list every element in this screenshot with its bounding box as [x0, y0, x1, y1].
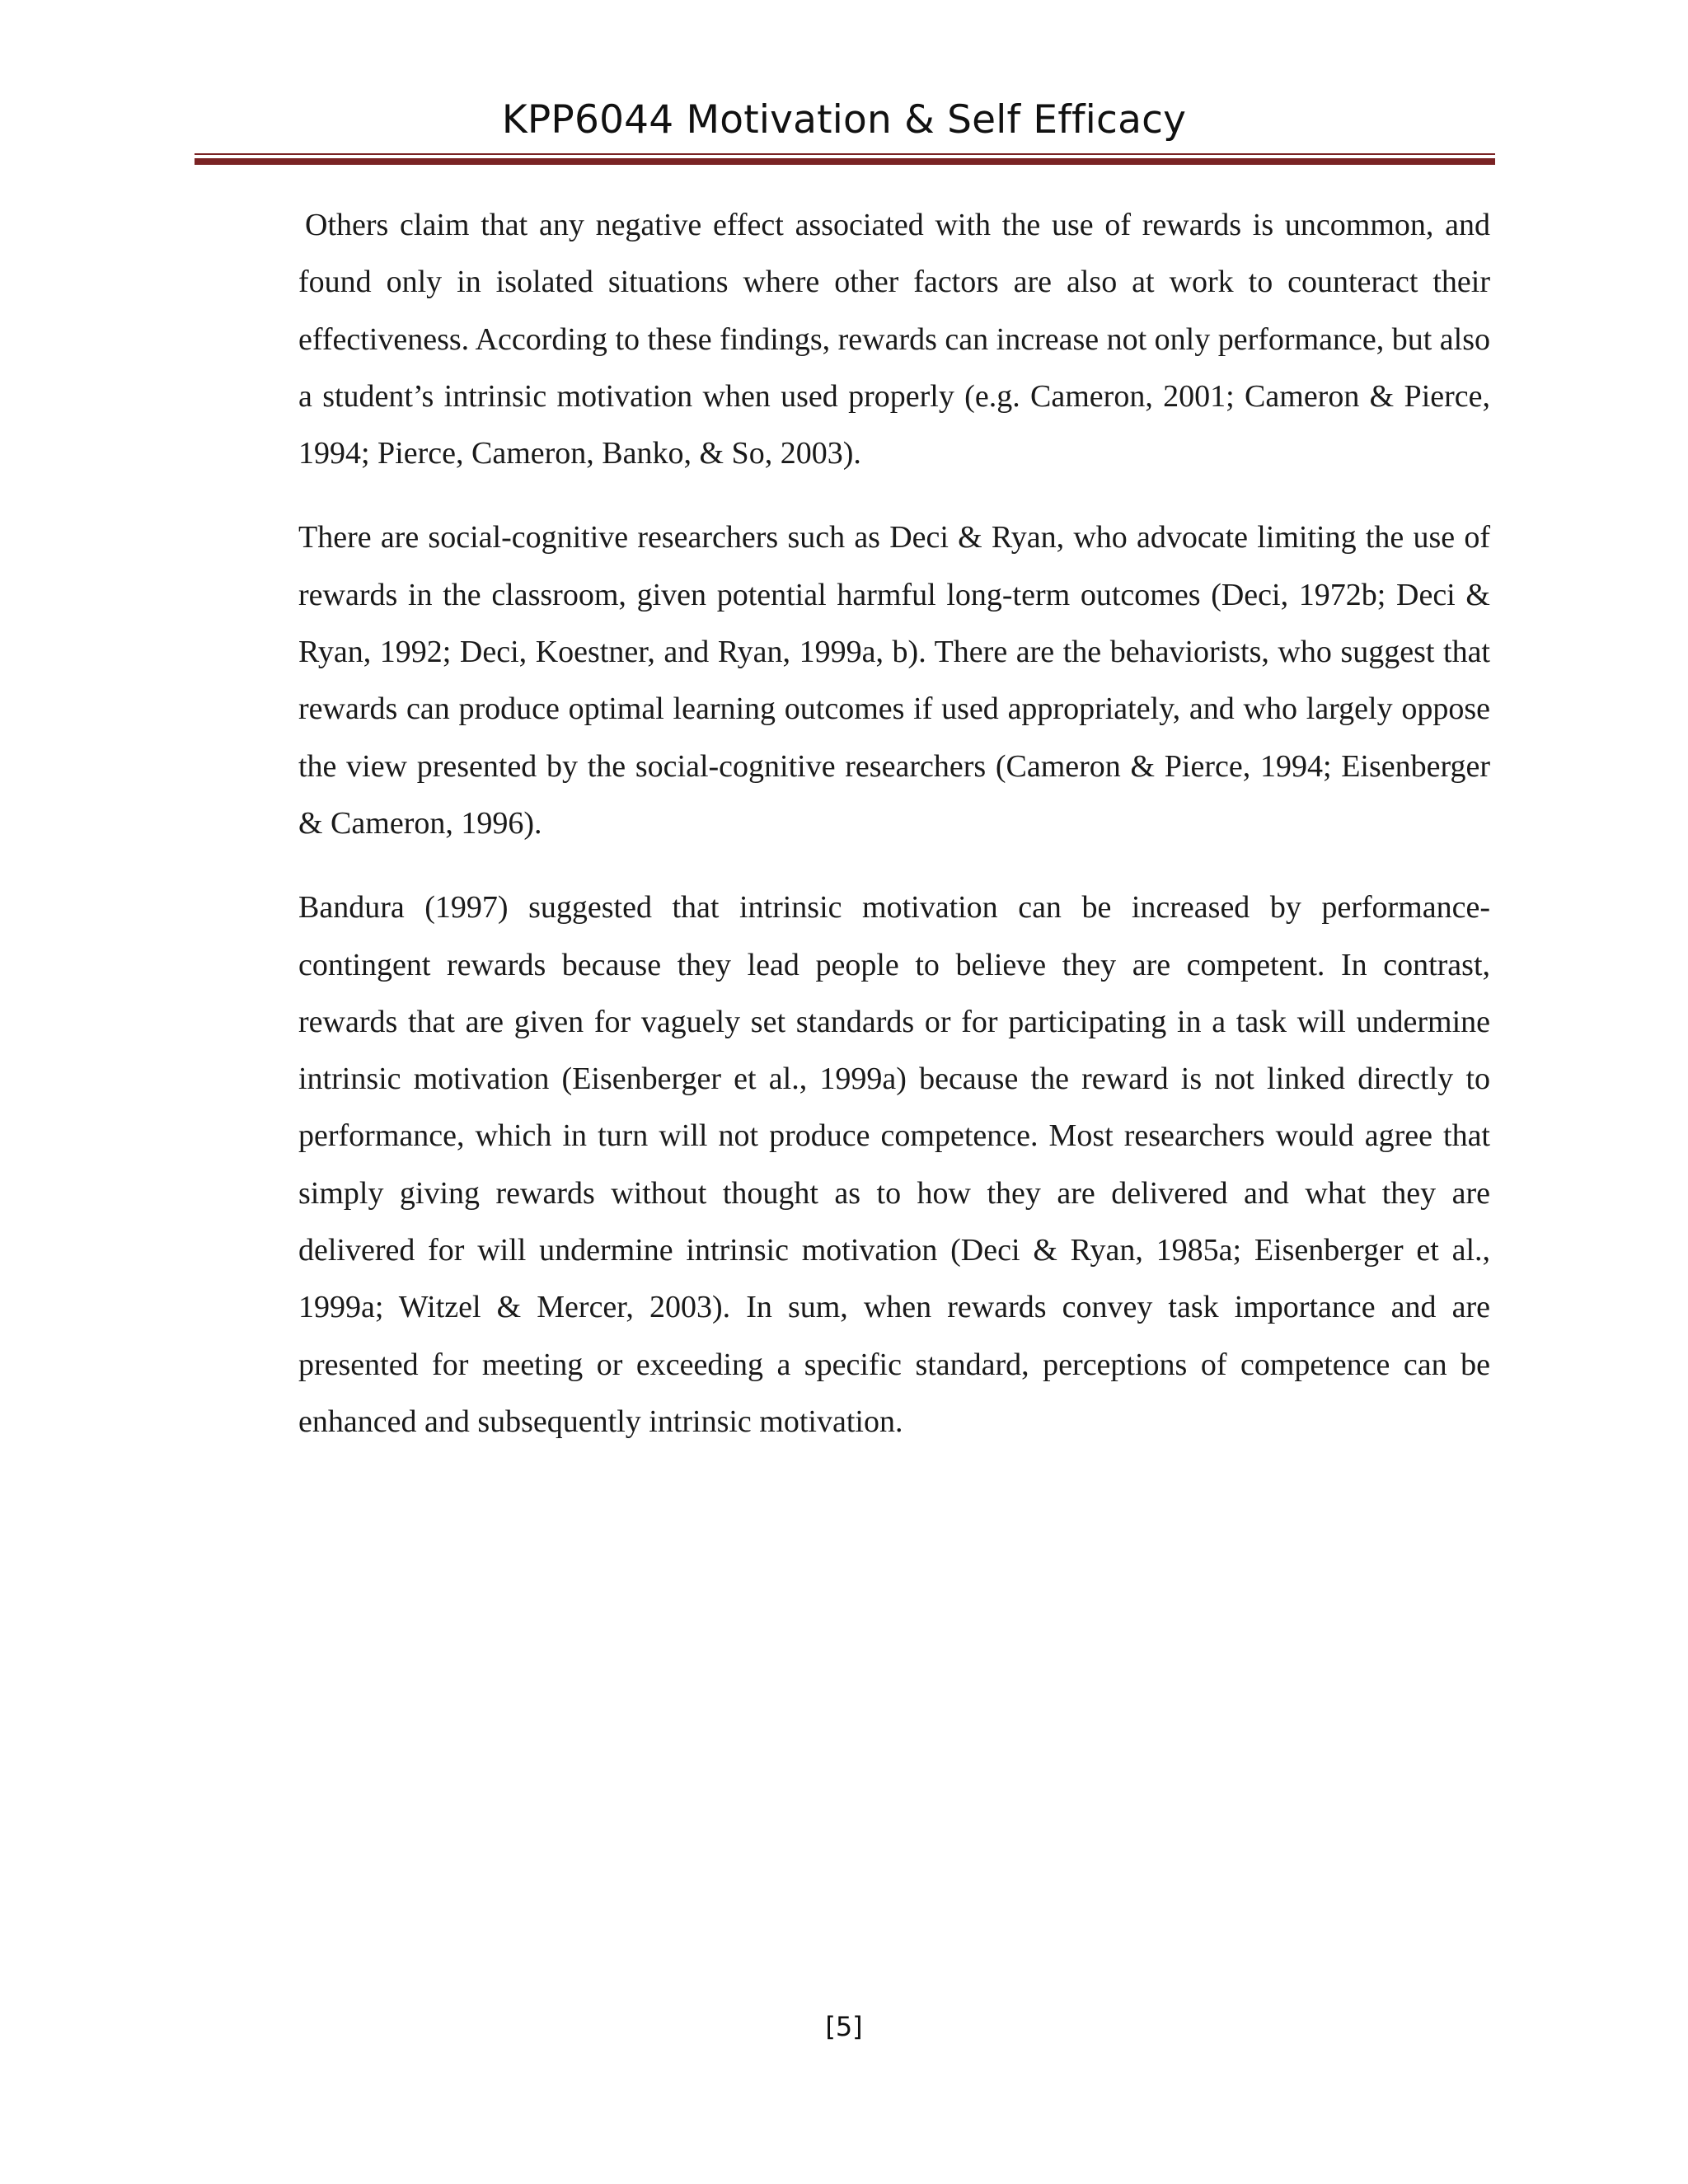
header-rule-thin: [195, 153, 1495, 155]
page-number: [5]: [825, 2011, 863, 2042]
header-title: KPP6044 Motivation & Self Efficacy: [501, 97, 1187, 143]
paragraph-research-views: There are social-cognitive researchers such as Deci & Ryan, who advocate limiting the use of rewards in the classroom, given potential harmful long-term outcomes (Deci, 1972b; Deci & Ryan, 1992; Deci, Koestner, and Ryan, 1999a, b). There are the behaviorists, who suggest that rewards can produce optimal learning outcomes if used appropriately, and who largely oppose the view presented by the social-cognitive researchers (Cameron & Pierce, 1994; Eisenberger & Cameron, 1996).: [298, 520, 1490, 841]
paragraph-rewards-effects: Others claim that any negative effect associated with the use of rewards is uncommon, and found only in isolated situations where other factors are also at work to counteract their effectiveness. According to these findings, rewards can increase not only performance, but also a student’s intrinsic motivation when used properly (e.g. Cameron, 2001; Cameron & Pierce, 1994; Pierce, Cameron, Banko, & So, 2003).: [298, 208, 1490, 471]
body-text: [298, 197, 1490, 1478]
header-rule-thick: [195, 158, 1495, 165]
paragraph-bandura: Bandura (1997) suggested that intrinsic motivation can be increased by performance-contingent rewards because they lead people to believe they are competent. In contrast, rewards that are given for vaguely set standards or for participating in a task will undermine intrinsic motivation (Eisenberger et al., 1999a) because the reward is not linked directly to performance, which in turn will not produce competence. Most researchers would agree that simply giving rewards without thought as to how they are delivered and what they are delivered for will undermine intrinsic motivation (Deci & Ryan, 1985a; Eisenberger et al., 1999a; Witzel & Mercer, 2003). In sum, when rewards convey task importance and are presented for meeting or exceeding a specific standard, perceptions of competence can be enhanced and subsequently intrinsic motivation.: [298, 890, 1490, 1439]
